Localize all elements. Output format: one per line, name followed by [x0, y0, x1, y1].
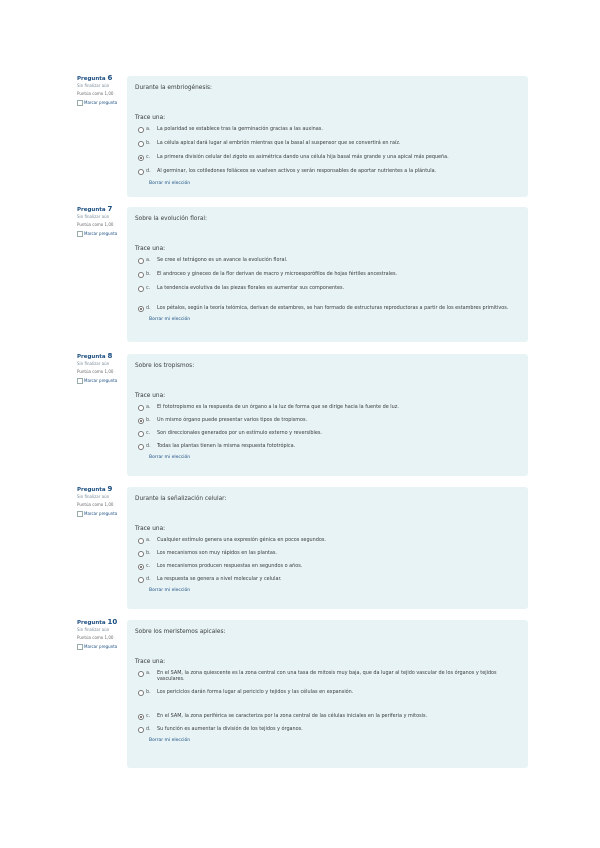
option-a[interactable]: a. En el SAM, la zona quiescente es la zona central con una tasa de mitosis muy baja, que da lugar al tejido vascular de los órganos y tejidos vasculares.	[135, 670, 520, 682]
radio-button[interactable]	[138, 727, 144, 733]
answer-prompt: Trace una:	[135, 393, 166, 399]
radio-button[interactable]	[138, 538, 144, 544]
option-a[interactable]: a. Cualquier estímulo genera una expresión génica en pocos segundos.	[135, 537, 520, 543]
option-c[interactable]: c. La primera división celular del zigoto es asimétrica dando una célula hija basal más grande y una apical más pequeña.	[135, 154, 520, 160]
question-info	[77, 487, 121, 517]
question-status: Sin finalizar aún	[77, 83, 110, 89]
option-b[interactable]: b. El androceo y gineceo de la flor derivan de macro y microesporófilos de hojas fértiles ancestrales.	[135, 271, 520, 277]
radio-button[interactable]	[138, 690, 144, 696]
radio-button-selected[interactable]	[138, 564, 144, 570]
question-status: Sin finalizar aún	[77, 494, 110, 500]
question-content	[127, 354, 528, 476]
flag-question-link[interactable]: Marcar pregunta	[77, 100, 121, 106]
radio-button[interactable]	[138, 127, 144, 133]
clear-choice-link[interactable]: Borrar mi elección	[149, 738, 191, 743]
question-text: Sobre los tropismos:	[135, 363, 195, 369]
radio-button-selected[interactable]	[138, 306, 144, 312]
option-c[interactable]: c. La tendencia evolutiva de las piezas florales es aumentar sus componentes.	[135, 285, 520, 291]
option-b[interactable]: b. Un mismo órgano puede presentar varios tipos de tropismos.	[135, 417, 520, 423]
question-info	[77, 354, 121, 384]
radio-button[interactable]	[138, 431, 144, 437]
radio-button[interactable]	[138, 258, 144, 264]
option-b[interactable]: b. Los mecanismos son muy rápidos en las plantas.	[135, 550, 520, 556]
option-d[interactable]: d. Su función es aumentar la división de los tejidos y órganos.	[135, 726, 520, 732]
question-content	[127, 620, 528, 768]
option-a[interactable]: a. La polaridad se establece tras la germinación gracias a las auxinas.	[135, 126, 520, 132]
radio-button[interactable]	[138, 405, 144, 411]
question-text: Sobre los meristemos apicales:	[135, 629, 226, 635]
clear-choice-link[interactable]: Borrar mi elección	[149, 317, 191, 322]
radio-button[interactable]	[138, 551, 144, 557]
answer-prompt: Trace una:	[135, 115, 166, 121]
question-mark: Puntúa como 1,00	[77, 635, 114, 641]
question-text: Sobre la evolución floral:	[135, 216, 207, 222]
radio-button[interactable]	[138, 272, 144, 278]
question-mark: Puntúa como 1,00	[77, 91, 114, 97]
question-content	[127, 207, 528, 342]
question-info	[77, 207, 121, 237]
flag-question-link[interactable]: Marcar pregunta	[77, 231, 121, 237]
radio-button[interactable]	[138, 169, 144, 175]
answer-prompt: Trace una:	[135, 659, 166, 665]
question-text: Durante la señalización celular:	[135, 496, 227, 502]
option-c[interactable]: c. Son direccionales generados por un estímulo externo y reversibles.	[135, 430, 520, 436]
question-mark: Puntúa como 1,00	[77, 369, 114, 375]
option-d[interactable]: d. Al germinar, los cotiledones foliáceos se vuelven activos y serán responsables de aportar nutrientes a la plántula.	[135, 168, 520, 174]
flag-icon	[77, 378, 83, 384]
flag-question-link[interactable]: Marcar pregunta	[77, 511, 121, 517]
flag-icon	[77, 100, 83, 106]
flag-icon	[77, 231, 83, 237]
radio-button[interactable]	[138, 141, 144, 147]
flag-icon	[77, 511, 83, 517]
question-number: Pregunta 10	[77, 618, 118, 626]
option-b[interactable]: b. Los periciclos darán forma lugar al periciclo y tejidos y las células en expansión.	[135, 689, 520, 695]
question-number: Pregunta 6	[77, 74, 113, 82]
radio-button-selected[interactable]	[138, 155, 144, 161]
question-info	[77, 620, 121, 650]
option-a[interactable]: a. El fototropismo es la respuesta de un órgano a la luz de forma que se dirige hacia la fuente de luz.	[135, 404, 520, 410]
answer-prompt: Trace una:	[135, 246, 166, 252]
radio-button[interactable]	[138, 577, 144, 583]
option-d[interactable]: d. La respuesta se genera a nivel molecular y celular.	[135, 576, 520, 582]
option-d[interactable]: d. Todas las plantas tienen la misma respuesta fototrópica.	[135, 443, 520, 449]
flag-question-link[interactable]: Marcar pregunta	[77, 644, 121, 650]
answer-prompt: Trace una:	[135, 526, 166, 532]
option-a[interactable]: a. Se cree el tetrágono es un avance la evolución floral.	[135, 257, 520, 263]
flag-icon	[77, 644, 83, 650]
clear-choice-link[interactable]: Borrar mi elección	[149, 455, 191, 460]
question-mark: Puntúa como 1,00	[77, 222, 114, 228]
question-status: Sin finalizar aún	[77, 361, 110, 367]
question-content	[127, 487, 528, 609]
question-mark: Puntúa como 1,00	[77, 502, 114, 508]
radio-button-selected[interactable]	[138, 418, 144, 424]
question-status: Sin finalizar aún	[77, 214, 110, 220]
radio-button[interactable]	[138, 286, 144, 292]
question-number: Pregunta 7	[77, 205, 113, 213]
question-info	[77, 76, 121, 106]
flag-question-link[interactable]: Marcar pregunta	[77, 378, 121, 384]
radio-button[interactable]	[138, 671, 144, 677]
option-b[interactable]: b. La célula apical dará lugar al embrión mientras que la basal al suspensor que se convertirá en raíz.	[135, 140, 520, 146]
question-status: Sin finalizar aún	[77, 627, 110, 633]
radio-button-selected[interactable]	[138, 714, 144, 720]
option-c[interactable]: c. En el SAM, la zona periférica se caracteriza por la zona central de las células iniciales en la periferia y mitosis.	[135, 713, 520, 719]
option-c[interactable]: c. Los mecanismos producen respuestas en segundos o años.	[135, 563, 520, 569]
question-text: Durante la embriogénesis:	[135, 85, 212, 91]
radio-button[interactable]	[138, 444, 144, 450]
question-content	[127, 76, 528, 197]
option-d[interactable]: d. Los pétalos, según la teoría telómica, derivan de estambres, se han formado de estructuras reproductoras a partir de los estambres primitivos.	[135, 305, 520, 311]
question-number: Pregunta 9	[77, 485, 113, 493]
clear-choice-link[interactable]: Borrar mi elección	[149, 588, 191, 593]
clear-choice-link[interactable]: Borrar mi elección	[149, 181, 191, 186]
question-number: Pregunta 8	[77, 352, 113, 360]
